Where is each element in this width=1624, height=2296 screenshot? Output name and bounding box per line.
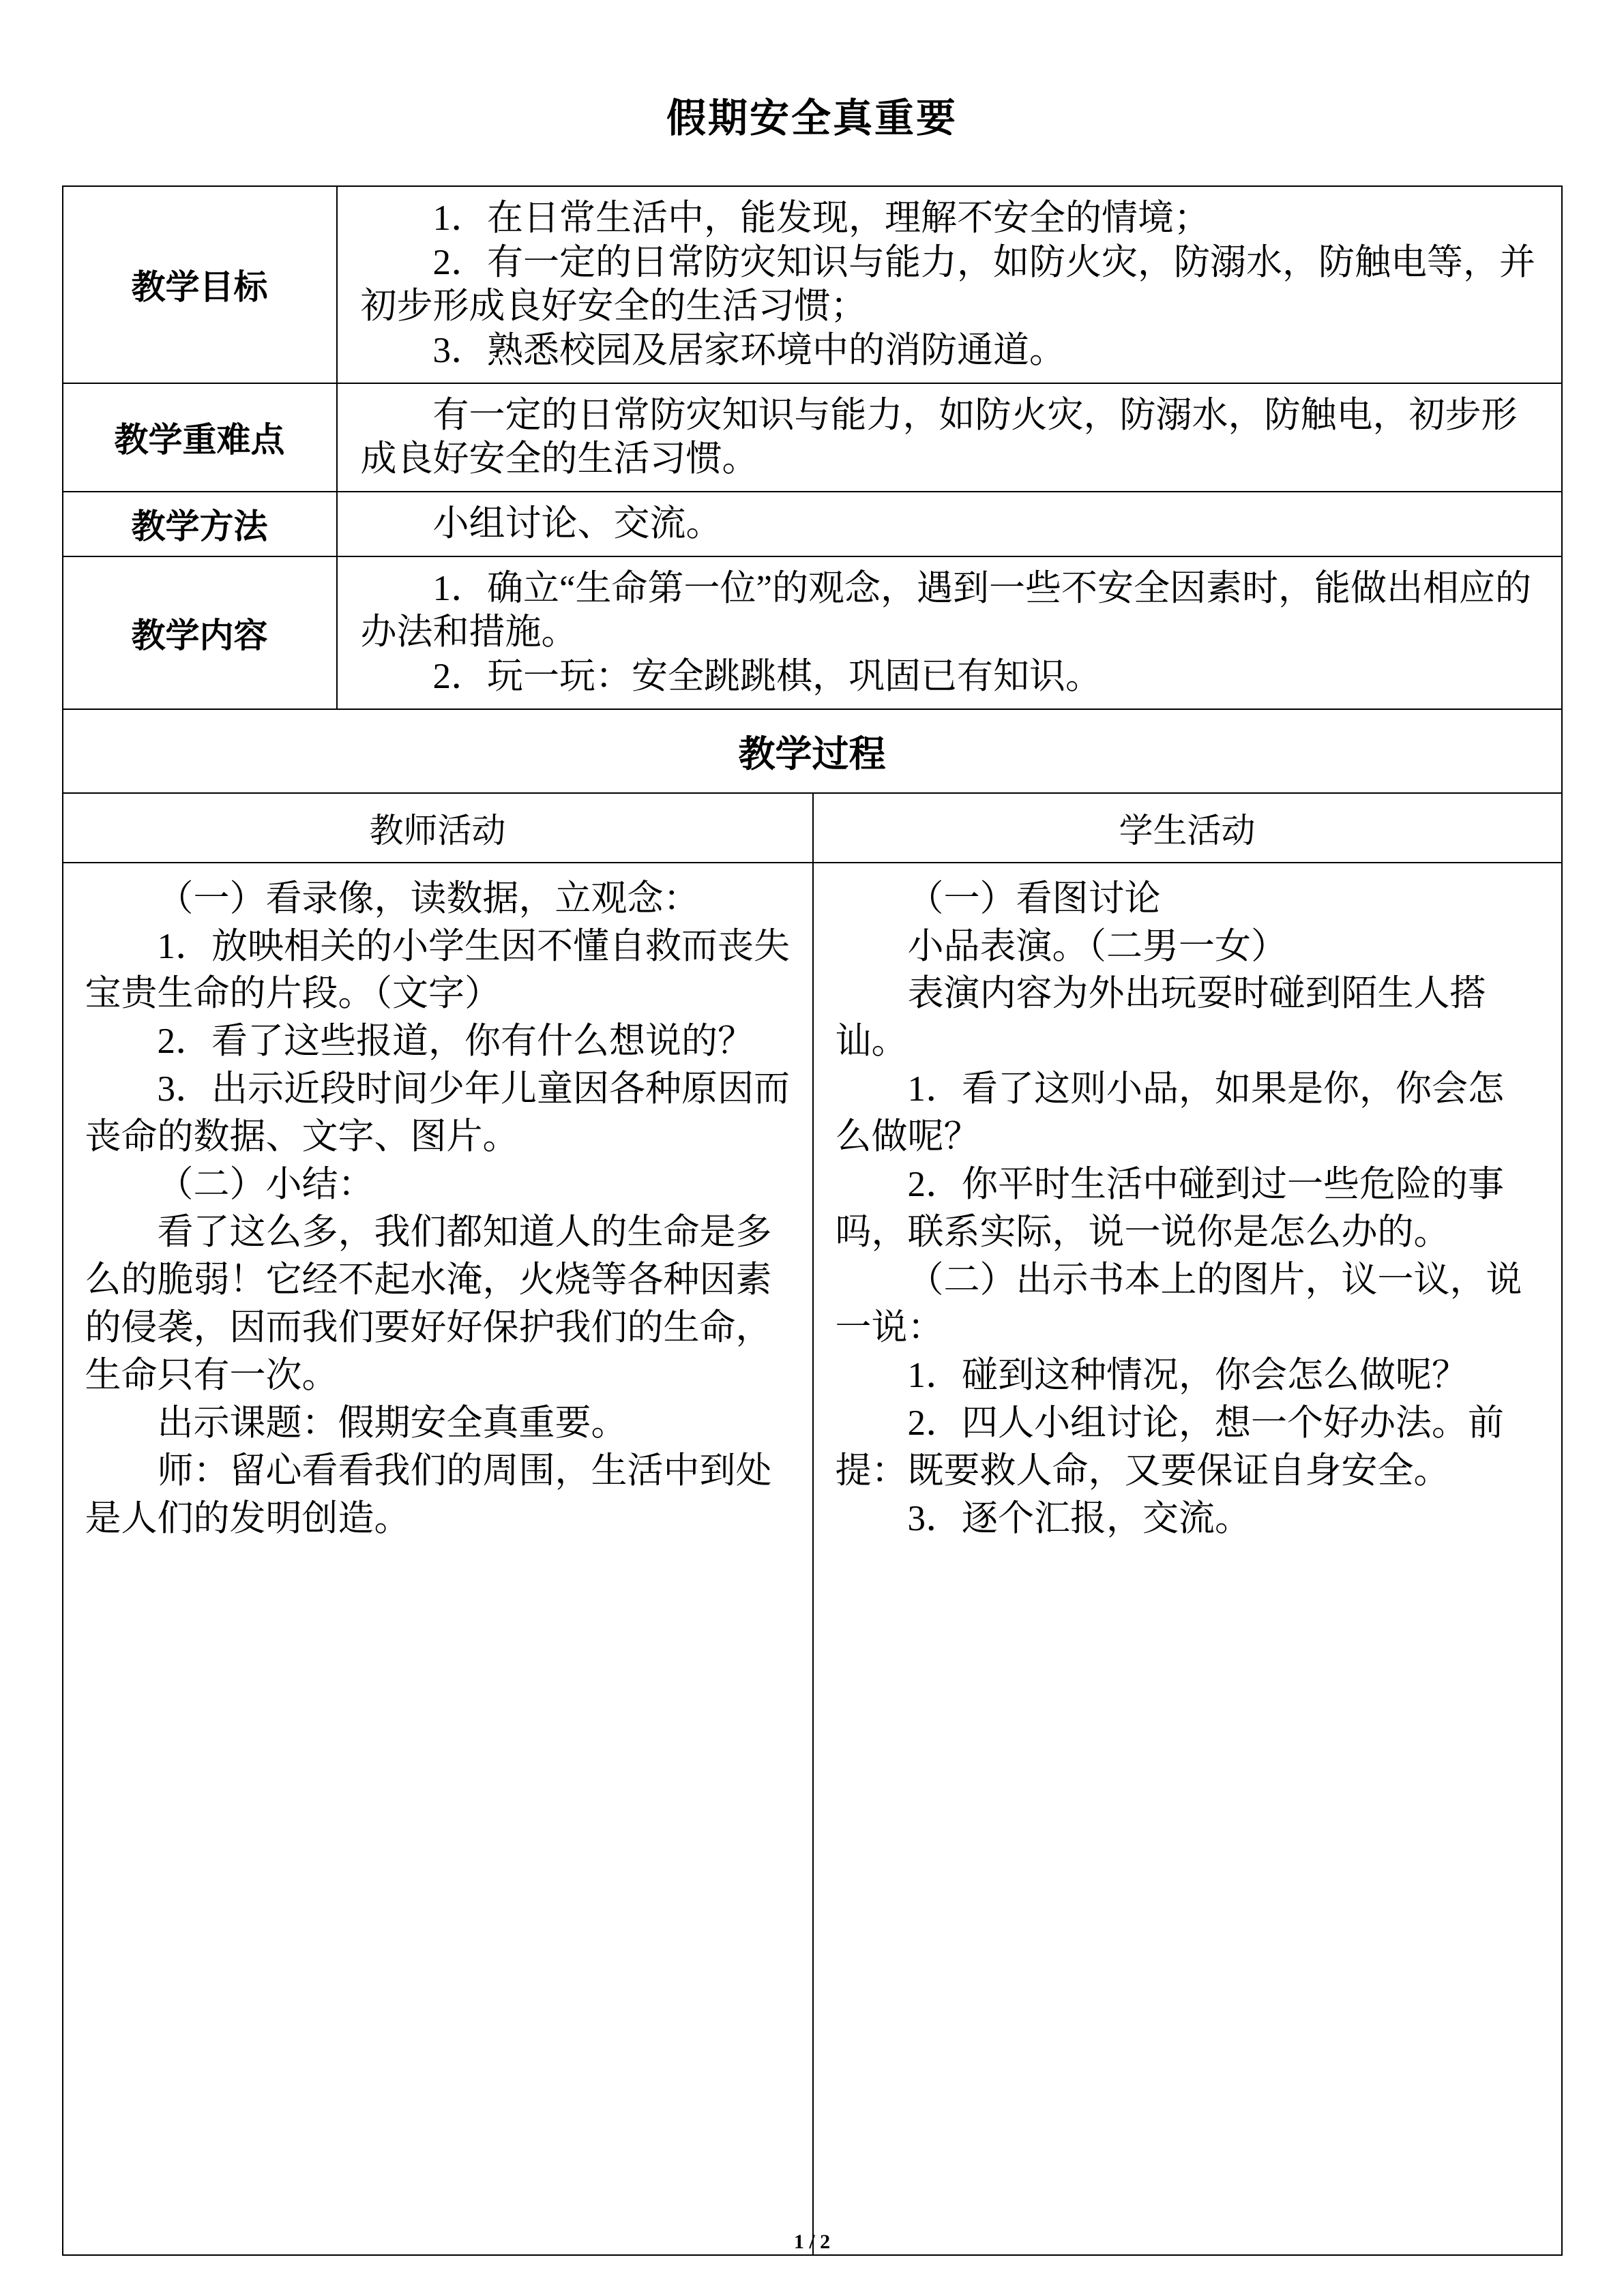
key-points-row [63, 383, 1561, 491]
teacher-activities-header: 教师活动 [369, 811, 506, 850]
paragraph: 1．确立“生命第一位”的观念，遇到一些不安全因素时，能做出相应的办法和措施。 [360, 568, 1532, 653]
activities-body-row [63, 862, 1561, 2254]
page-number: 1 / 2 [793, 2231, 831, 2253]
paragraph: 小组讨论、交流。 [432, 503, 722, 543]
teacher-activities-column [63, 863, 812, 2254]
key-points-label: 教学重难点 [114, 421, 285, 460]
paragraph: 2．玩一玩：安全跳跳棋，巩固已有知识。 [432, 656, 1102, 696]
lesson-plan-table [62, 185, 1563, 2256]
paragraph: 看了这么多，我们都知道人的生命是多么的脆弱！它经不起水淹，火烧等各种因素的侵袭，因而我们要好好保护我们的生命，生命只有一次。 [85, 1212, 772, 1396]
objectives-content [336, 187, 1561, 383]
student-activities-column [812, 863, 1561, 2254]
paragraph: 2．有一定的日常防灾知识与能力，如防火灾，防溺水，防触电等，并初步形成良好安全的生活习惯； [360, 242, 1535, 327]
paragraph: 2．四人小组讨论，想一个好办法。前提：既要救人命，又要保证自身安全。 [835, 1403, 1504, 1491]
paragraph: 1．放映相关的小学生因不懂自救而丧失宝贵生命的片段。（文字） [85, 926, 790, 1014]
methods-content [336, 492, 1561, 556]
methods-label: 教学方法 [131, 507, 268, 546]
teaching-content-content [336, 557, 1561, 709]
paragraph: （一）看录像，读数据，立观念： [157, 878, 700, 919]
paragraph: 2．看了这些报道，你有什么想说的？ [157, 1022, 754, 1062]
paragraph: 出示课题：假期安全真重要。 [157, 1403, 628, 1444]
paragraph: 2．你平时生活中碰到过一些危险的事吗，联系实际，说一说你是怎么办的。 [835, 1165, 1504, 1253]
paragraph: 1．在日常生活中，能发现，理解不安全的情境； [432, 198, 1210, 238]
process-title-row [63, 709, 1561, 792]
objectives-row [63, 187, 1561, 383]
teaching-content-row [63, 556, 1561, 709]
paragraph: 小品表演。（二男一女） [907, 926, 1287, 966]
objectives-label: 教学目标 [131, 268, 268, 307]
paragraph: 有一定的日常防灾知识与能力，如防火灾，防溺水，防触电，初步形成良好安全的生活习惯。 [360, 395, 1518, 479]
paragraph: （一）看图讨论 [907, 878, 1161, 919]
teaching-content-label: 教学内容 [131, 616, 268, 655]
paragraph: 1．碰到这种情况，你会怎么做呢？ [907, 1356, 1468, 1396]
paragraph: 师：留心看看我们的周围，生活中到处是人们的发明创造。 [85, 1451, 772, 1538]
paragraph: 1．看了这则小品，如果是你，你会怎么做呢？ [835, 1069, 1504, 1157]
paragraph: 3．出示近段时间少年儿童因各种原因而丧命的数据、文字、图片。 [85, 1069, 790, 1157]
activities-header-row [63, 792, 1561, 862]
methods-row [63, 491, 1561, 556]
paragraph: （二）出示书本上的图片，议一议，说一说： [835, 1260, 1522, 1348]
paragraph: 3．逐个汇报，交流。 [907, 1498, 1251, 1538]
process-section-title: 教学过程 [738, 733, 886, 775]
paragraph: 表演内容为外出玩耍时碰到陌生人搭讪。 [835, 974, 1486, 1062]
document-title: 假期安全真重要 [666, 96, 958, 140]
key-points-content [336, 384, 1561, 491]
student-activities-header: 学生活动 [812, 794, 1561, 862]
paragraph: 3．熟悉校园及居家环境中的消防通道。 [432, 330, 1065, 370]
paragraph: （二）小结： [157, 1165, 374, 1205]
